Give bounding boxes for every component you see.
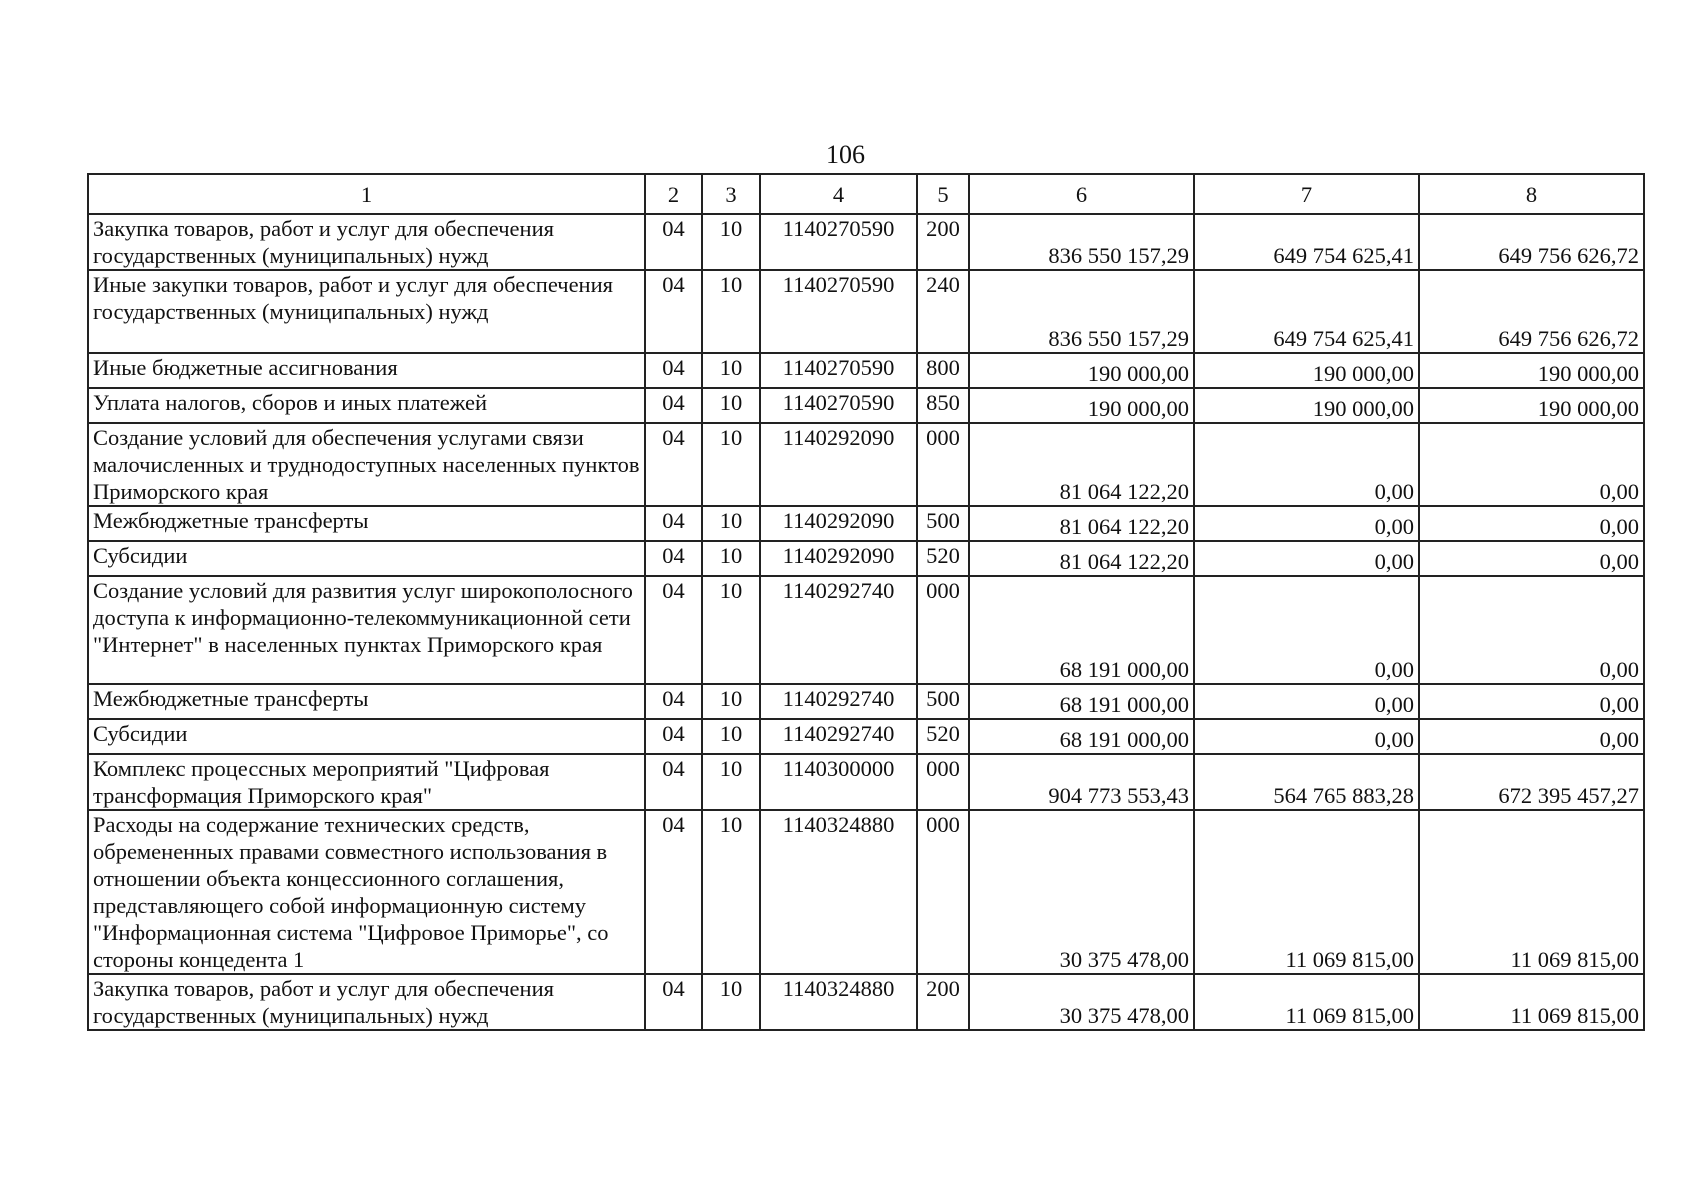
table-row xyxy=(88,810,1644,974)
target-article-cell: 1140300000 xyxy=(760,754,917,810)
section-cell: 04 xyxy=(645,719,702,754)
target-article-cell: 1140292090 xyxy=(760,506,917,541)
table-row xyxy=(88,353,1644,388)
amount-year2-cell: 0,00 xyxy=(1194,576,1419,684)
expense-type-cell: 520 xyxy=(917,541,969,576)
table-row xyxy=(88,974,1644,1030)
amount-year2-cell: 190 000,00 xyxy=(1194,388,1419,423)
amount-year1-cell: 190 000,00 xyxy=(969,353,1194,388)
amount-year2-cell: 11 069 815,00 xyxy=(1194,974,1419,1030)
amount-year1-cell: 68 191 000,00 xyxy=(969,719,1194,754)
description-cell: Иные закупки товаров, работ и услуг для обеспечения государственных (муниципальных) нужд xyxy=(88,270,645,353)
amount-year3-cell: 11 069 815,00 xyxy=(1419,974,1644,1030)
header-row xyxy=(88,174,1644,214)
amount-year3-cell: 649 756 626,72 xyxy=(1419,214,1644,270)
amount-year1-cell: 81 064 122,20 xyxy=(969,423,1194,506)
subsection-cell: 10 xyxy=(702,270,760,353)
amount-year3-cell: 0,00 xyxy=(1419,719,1644,754)
target-article-cell: 1140270590 xyxy=(760,214,917,270)
target-article-cell: 1140292740 xyxy=(760,719,917,754)
subsection-cell: 10 xyxy=(702,810,760,974)
amount-year1-cell: 836 550 157,29 xyxy=(969,214,1194,270)
table-row xyxy=(88,576,1644,684)
amount-year1-cell: 190 000,00 xyxy=(969,388,1194,423)
target-article-cell: 1140270590 xyxy=(760,353,917,388)
expense-type-cell: 500 xyxy=(917,506,969,541)
amount-year2-cell: 0,00 xyxy=(1194,506,1419,541)
description-cell: Межбюджетные трансферты xyxy=(88,684,645,719)
section-cell: 04 xyxy=(645,810,702,974)
amount-year2-cell: 0,00 xyxy=(1194,541,1419,576)
description-cell: Субсидии xyxy=(88,719,645,754)
description-cell: Расходы на содержание технических средств, обремененных правами совместного использования в отношении объекта концессионного соглашения, представляющего собой информационную систему "Информационная система "Цифровое Приморье", со стороны концедента 1 xyxy=(88,810,645,974)
description-cell: Закупка товаров, работ и услуг для обеспечения государственных (муниципальных) нужд xyxy=(88,214,645,270)
amount-year2-cell: 0,00 xyxy=(1194,719,1419,754)
section-cell: 04 xyxy=(645,754,702,810)
section-cell: 04 xyxy=(645,388,702,423)
amount-year1-cell: 30 375 478,00 xyxy=(969,810,1194,974)
table-row xyxy=(88,423,1644,506)
amount-year3-cell: 0,00 xyxy=(1419,541,1644,576)
amount-year3-cell: 190 000,00 xyxy=(1419,353,1644,388)
expense-type-cell: 240 xyxy=(917,270,969,353)
amount-year2-cell: 649 754 625,41 xyxy=(1194,214,1419,270)
table-body xyxy=(88,174,1644,1030)
table-row xyxy=(88,214,1644,270)
table-row xyxy=(88,506,1644,541)
subsection-cell: 10 xyxy=(702,214,760,270)
header-cell-4: 4 xyxy=(760,174,917,214)
amount-year2-cell: 564 765 883,28 xyxy=(1194,754,1419,810)
target-article-cell: 1140270590 xyxy=(760,270,917,353)
amount-year1-cell: 30 375 478,00 xyxy=(969,974,1194,1030)
table-row xyxy=(88,388,1644,423)
table-row xyxy=(88,684,1644,719)
section-cell: 04 xyxy=(645,423,702,506)
table-row xyxy=(88,719,1644,754)
target-article-cell: 1140292740 xyxy=(760,576,917,684)
header-cell-5: 5 xyxy=(917,174,969,214)
amount-year3-cell: 672 395 457,27 xyxy=(1419,754,1644,810)
amount-year2-cell: 190 000,00 xyxy=(1194,353,1419,388)
subsection-cell: 10 xyxy=(702,388,760,423)
amount-year3-cell: 0,00 xyxy=(1419,684,1644,719)
subsection-cell: 10 xyxy=(702,754,760,810)
target-article-cell: 1140292090 xyxy=(760,541,917,576)
header-cell-1: 1 xyxy=(88,174,645,214)
description-cell: Иные бюджетные ассигнования xyxy=(88,353,645,388)
subsection-cell: 10 xyxy=(702,719,760,754)
section-cell: 04 xyxy=(645,214,702,270)
expense-type-cell: 200 xyxy=(917,974,969,1030)
amount-year1-cell: 904 773 553,43 xyxy=(969,754,1194,810)
amount-year2-cell: 11 069 815,00 xyxy=(1194,810,1419,974)
target-article-cell: 1140270590 xyxy=(760,388,917,423)
section-cell: 04 xyxy=(645,684,702,719)
expense-type-cell: 800 xyxy=(917,353,969,388)
description-cell: Субсидии xyxy=(88,541,645,576)
amount-year1-cell: 81 064 122,20 xyxy=(969,541,1194,576)
section-cell: 04 xyxy=(645,576,702,684)
section-cell: 04 xyxy=(645,353,702,388)
subsection-cell: 10 xyxy=(702,684,760,719)
expense-type-cell: 850 xyxy=(917,388,969,423)
amount-year3-cell: 649 756 626,72 xyxy=(1419,270,1644,353)
description-cell: Уплата налогов, сборов и иных платежей xyxy=(88,388,645,423)
amount-year1-cell: 836 550 157,29 xyxy=(969,270,1194,353)
expense-type-cell: 000 xyxy=(917,423,969,506)
expense-type-cell: 000 xyxy=(917,754,969,810)
header-cell-7: 7 xyxy=(1194,174,1419,214)
header-cell-6: 6 xyxy=(969,174,1194,214)
target-article-cell: 1140324880 xyxy=(760,974,917,1030)
table-row xyxy=(88,270,1644,353)
description-cell: Закупка товаров, работ и услуг для обеспечения государственных (муниципальных) нужд xyxy=(88,974,645,1030)
description-cell: Комплекс процессных мероприятий "Цифровая трансформация Приморского края" xyxy=(88,754,645,810)
description-cell: Создание условий для обеспечения услугами связи малочисленных и труднодоступных населенных пунктов Приморского края xyxy=(88,423,645,506)
amount-year2-cell: 0,00 xyxy=(1194,684,1419,719)
table-row xyxy=(88,541,1644,576)
section-cell: 04 xyxy=(645,270,702,353)
expense-type-cell: 520 xyxy=(917,719,969,754)
table-row xyxy=(88,754,1644,810)
subsection-cell: 10 xyxy=(702,576,760,684)
amount-year2-cell: 0,00 xyxy=(1194,423,1419,506)
subsection-cell: 10 xyxy=(702,423,760,506)
subsection-cell: 10 xyxy=(702,506,760,541)
subsection-cell: 10 xyxy=(702,541,760,576)
amount-year3-cell: 190 000,00 xyxy=(1419,388,1644,423)
section-cell: 04 xyxy=(645,974,702,1030)
amount-year1-cell: 68 191 000,00 xyxy=(969,684,1194,719)
section-cell: 04 xyxy=(645,541,702,576)
header-cell-2: 2 xyxy=(645,174,702,214)
subsection-cell: 10 xyxy=(702,974,760,1030)
target-article-cell: 1140292740 xyxy=(760,684,917,719)
amount-year3-cell: 0,00 xyxy=(1419,506,1644,541)
amount-year3-cell: 11 069 815,00 xyxy=(1419,810,1644,974)
amount-year1-cell: 68 191 000,00 xyxy=(969,576,1194,684)
amount-year3-cell: 0,00 xyxy=(1419,576,1644,684)
amount-year1-cell: 81 064 122,20 xyxy=(969,506,1194,541)
expense-type-cell: 200 xyxy=(917,214,969,270)
target-article-cell: 1140292090 xyxy=(760,423,917,506)
amount-year2-cell: 649 754 625,41 xyxy=(1194,270,1419,353)
description-cell: Создание условий для развития услуг широкополосного доступа к информационно-телекоммуникационной сети "Интернет" в населенных пунктах Приморского края xyxy=(88,576,645,684)
expense-type-cell: 500 xyxy=(917,684,969,719)
subsection-cell: 10 xyxy=(702,353,760,388)
page-number: 106 xyxy=(826,140,865,169)
budget-table xyxy=(87,173,1645,1031)
target-article-cell: 1140324880 xyxy=(760,810,917,974)
amount-year3-cell: 0,00 xyxy=(1419,423,1644,506)
description-cell: Межбюджетные трансферты xyxy=(88,506,645,541)
header-cell-8: 8 xyxy=(1419,174,1644,214)
expense-type-cell: 000 xyxy=(917,810,969,974)
expense-type-cell: 000 xyxy=(917,576,969,684)
section-cell: 04 xyxy=(645,506,702,541)
header-cell-3: 3 xyxy=(702,174,760,214)
